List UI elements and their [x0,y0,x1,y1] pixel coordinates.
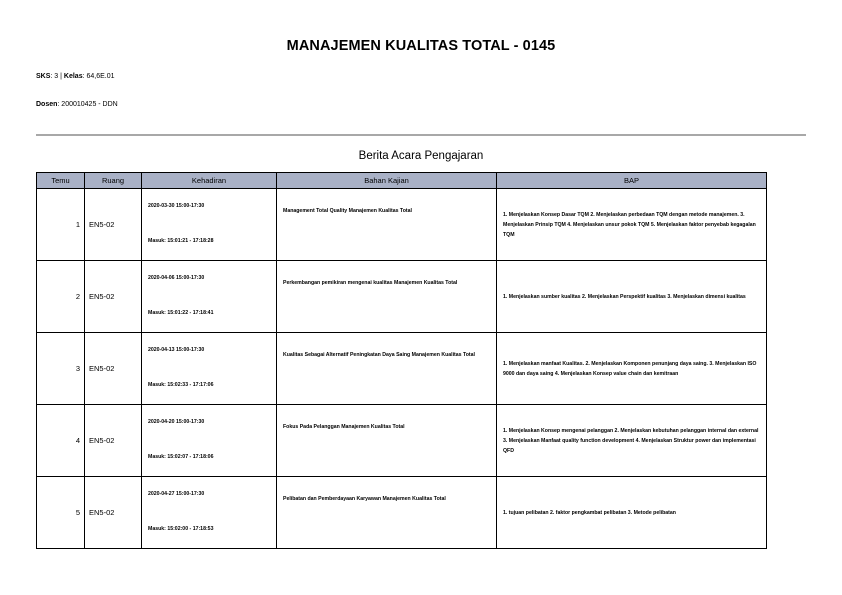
temu-cell: 1 [37,189,85,261]
kehadiran-cell [142,405,277,477]
bap-cell: 1. Menjelaskan manfaat Kualitas. 2. Menjelaskan Komponen penunjang daya saing. 3. Menjelaskan ISO 9000 dan daya saing 4. Menjelaskan Konsep value chain dan kemitraan [497,333,767,405]
table-row [37,261,767,333]
bap-cell: 1. Menjelaskan sumber kualitas 2. Menjelaskan Perspektif kualitas 3. Menjelaskan dimensi kualitas [497,261,767,333]
bahan-text: Kualitas Sebagai Alternatif Peningkatan Daya Saing Manajemen Kualitas Total [283,352,475,358]
attendance-text: Masuk: 15:01:22 - 17:18:41 [148,310,214,316]
lecturer-info [36,101,118,108]
course-info [36,73,115,80]
bahan-text: Perkembangan pemikiran mengenai kualitas Manajemen Kualitas Total [283,280,458,286]
bahan-text: Management Total Quality Manajemen Kualitas Total [283,208,412,214]
temu-cell: 4 [37,405,85,477]
bahan-kajian-cell [277,261,497,333]
temu-cell: 5 [37,477,85,549]
header-temu: Temu [37,173,85,189]
kehadiran-cell [142,189,277,261]
bahan-kajian-cell [277,333,497,405]
header-kehadiran: Kehadiran [142,173,277,189]
bahan-kajian-cell [277,405,497,477]
temu-cell: 3 [37,333,85,405]
ruang-cell: EN5-02 [85,405,142,477]
schedule-text: 2020-04-27 15:00-17:30 [148,491,205,497]
kehadiran-cell [142,261,277,333]
dosen-label: Dosen [36,101,58,108]
bahan-text: Fokus Pada Pelanggan Manajemen Kualitas Total [283,424,405,430]
bahan-kajian-cell [277,189,497,261]
table-row [37,189,767,261]
page-title: MANAJEMEN KUALITAS TOTAL - 0145 [286,38,556,54]
table-row [37,333,767,405]
ruang-cell: EN5-02 [85,189,142,261]
header-bahan-kajian: Bahan Kajian [277,173,497,189]
ruang-cell: EN5-02 [85,333,142,405]
ruang-cell: EN5-02 [85,261,142,333]
header-ruang: Ruang [85,173,142,189]
temu-cell: 2 [37,261,85,333]
schedule-text: 2020-04-13 15:00-17:30 [148,347,205,353]
bap-cell: 1. Menjelaskan Konsep mengenai pelanggan 2. Menjelaskan kebutuhan pelanggan internal dan external 3. Menjelaskan Manfaat quality function development 4. Menjelaskan Struktur power dan implementasi QFD [497,405,767,477]
schedule-text: 2020-04-20 15:00-17:30 [148,419,205,425]
bap-cell: 1. Menjelaskan Konsep Dasar TQM 2. Menjelaskan perbedaan TQM dengan metode manajemen. 3. Menjelaskan Prinsip TQM 4. Menjelaskan unsur pokok TQM 5. Menjelaskan faktor penyebab kegagalan TQM [497,189,767,261]
dosen-value: : 200010425 - DDN [57,101,118,108]
ruang-cell: EN5-02 [85,477,142,549]
section-title: Berita Acara Pengajaran [358,150,484,162]
sks-value: : 3 | [50,73,64,80]
bap-cell: 1. tujuan pelibatan 2. faktor pengkambat pelibatan 3. Metode pelibatan [497,477,767,549]
sks-label: SKS [36,73,51,80]
table-row [37,405,767,477]
table-row [37,477,767,549]
kelas-label: Kelas [63,73,83,80]
attendance-text: Masuk: 15:02:33 - 17:17:06 [148,382,214,388]
attendance-text: Masuk: 15:02:00 - 17:18:53 [148,526,214,532]
schedule-text: 2020-03-30 15:00-17:30 [148,203,205,209]
attendance-text: Masuk: 15:01:21 - 17:18:28 [148,238,214,244]
table-header-row [37,173,767,189]
kehadiran-cell [142,333,277,405]
kehadiran-cell [142,477,277,549]
schedule-text: 2020-04-06 15:00-17:30 [148,275,205,281]
bahan-kajian-cell [277,477,497,549]
teaching-record-table [36,172,767,549]
bahan-text: Pelibatan dan Pemberdayaan Karyawan Manajemen Kualitas Total [283,496,446,502]
header-bap: BAP [497,173,767,189]
divider [36,134,806,136]
attendance-text: Masuk: 15:02:07 - 17:18:06 [148,454,214,460]
kelas-value: : 64,6E.01 [82,73,115,80]
